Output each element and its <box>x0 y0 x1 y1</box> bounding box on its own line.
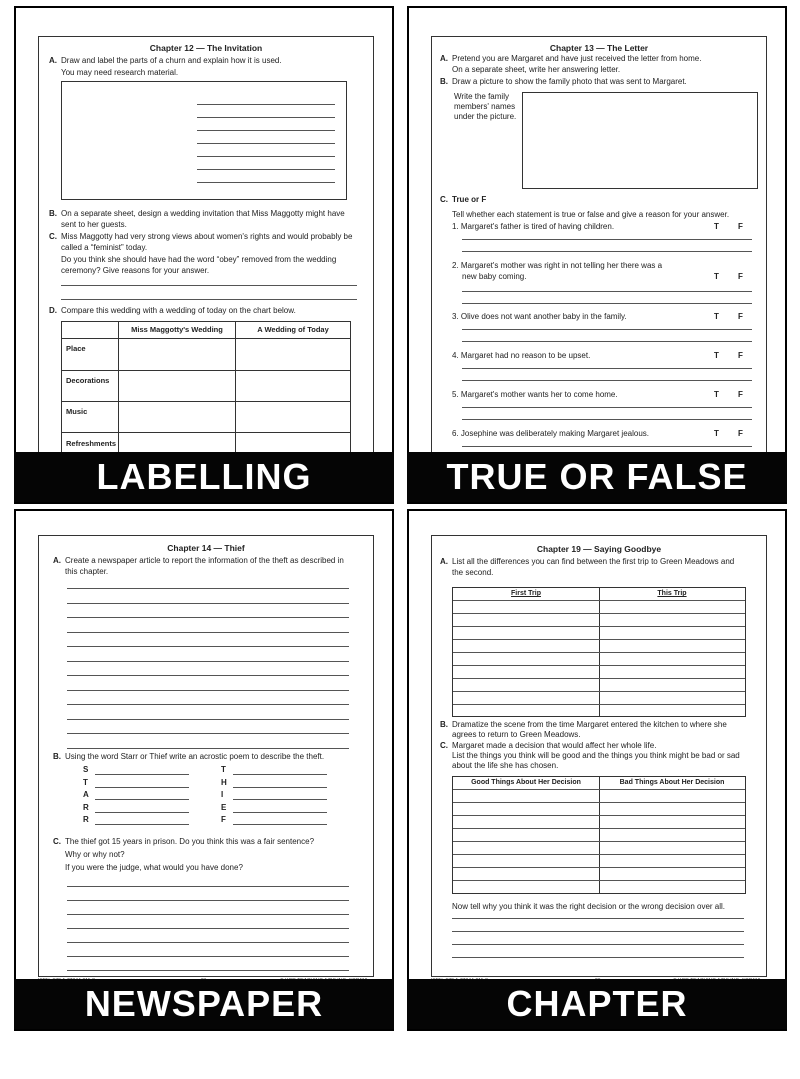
page-title: Chapter 14 — Thief <box>167 543 245 553</box>
section-heading: True or F <box>452 195 487 204</box>
answer-line <box>67 588 349 589</box>
answer-line <box>452 918 744 919</box>
question-letter: A. <box>440 557 448 566</box>
question-text: If you were the judge, what would you have done? <box>65 863 243 872</box>
answer-line <box>453 626 745 627</box>
answer-line <box>233 774 327 775</box>
statement-text: 2. Margaret's mother was right in not telling her there was a <box>452 261 663 270</box>
answer-line <box>233 787 327 788</box>
answer-line <box>453 828 745 829</box>
answer-line <box>67 900 349 901</box>
answer-line <box>453 789 745 790</box>
answer-line <box>233 812 327 813</box>
panel-labelling <box>14 6 394 502</box>
question-letter: C. <box>440 741 448 750</box>
answer-line <box>67 733 349 734</box>
worksheet-border <box>431 535 767 977</box>
answer-line <box>452 944 744 945</box>
statement-text: 3. Olive does not want another baby in the family. <box>452 312 627 321</box>
false-label: F <box>738 390 743 399</box>
true-label: T <box>714 429 719 438</box>
answer-line <box>67 661 349 662</box>
acrostic-letter: R <box>83 802 89 812</box>
question-text: List all the differences you can find between the first trip to Green Meadows and <box>452 557 735 566</box>
acrostic-letter: S <box>83 765 89 774</box>
question-text: agrees to return to Green Meadows. <box>452 730 581 739</box>
question-text: members' names <box>454 102 516 111</box>
question-text: Create a newspaper article to report the information of the theft as described in <box>65 556 344 565</box>
table-header: Miss Maggotty's Wedding <box>131 325 223 334</box>
question-text: called a “feminist” today. <box>61 243 148 252</box>
worksheet-page <box>407 509 787 1031</box>
question-text: under the picture. <box>454 112 517 121</box>
question-letter: A. <box>49 56 57 65</box>
question-text: On a separate sheet, design a wedding invitation that Miss Maggotty might have <box>61 209 345 218</box>
answer-line <box>452 931 744 932</box>
question-letter: B. <box>53 752 61 761</box>
worksheet-border <box>38 535 374 977</box>
answer-line <box>67 632 349 633</box>
panel-banner: NEWSPAPER ARTICLE <box>14 979 394 1029</box>
true-label: T <box>714 272 719 281</box>
table-header: A Wedding of Today <box>257 325 329 334</box>
answer-line <box>453 704 745 705</box>
table-header: This Trip <box>657 590 687 597</box>
acrostic-letter: R <box>83 815 89 824</box>
answer-line <box>67 690 349 691</box>
answer-line <box>453 600 745 601</box>
answer-line <box>67 675 349 676</box>
table-header: Good Things About Her Decision <box>471 779 581 786</box>
comparison-table <box>61 321 351 473</box>
acrostic-letter: I <box>221 790 224 799</box>
worksheet-page <box>14 509 394 1031</box>
answer-line <box>67 646 349 647</box>
question-letter: C. <box>53 837 61 846</box>
question-text: Now tell why you think it was the right decision or the wrong decision over all. <box>452 902 726 911</box>
false-label: F <box>738 222 743 231</box>
question-text: sent to her guests. <box>61 220 127 229</box>
question-text: Why or why not? <box>65 850 125 859</box>
false-label: F <box>738 351 743 360</box>
answer-line <box>462 329 752 330</box>
answer-line <box>453 665 745 666</box>
question-text: Dramatize the scene from the time Margaret entered the kitchen to where she <box>452 720 727 729</box>
question-text: Using the word Starr or Thief write an acrostic poem to describe the theft. <box>65 752 325 761</box>
panel-banner: TRUE OR FALSE <box>407 452 787 502</box>
answer-line <box>67 956 349 957</box>
answer-line <box>233 799 327 800</box>
drawing-box <box>522 92 758 189</box>
true-label: T <box>714 222 719 231</box>
question-text: Pretend you are Margaret and have just received the letter from home. <box>452 54 702 63</box>
panel-newspaper-article <box>14 509 394 1074</box>
answer-line <box>462 368 752 369</box>
answer-line <box>462 239 752 240</box>
question-text: this chapter. <box>65 567 109 576</box>
question-text: You may need research material. <box>61 68 179 77</box>
acrostic-letter: T <box>83 777 88 787</box>
acrostic-letter: E <box>221 802 227 812</box>
statement-text: 1. Margaret's father is tired of having children. <box>452 222 615 231</box>
question-text: List the things you think will be good and the things you think might be bad or sad <box>452 751 740 760</box>
answer-line <box>67 603 349 604</box>
table-header: First Trip <box>511 590 541 597</box>
question-text: about the life she has chosen. <box>452 761 559 770</box>
answer-line <box>95 812 189 813</box>
statement-text: 4. Margaret had no reason to be upset. <box>452 351 591 360</box>
answer-line <box>67 704 349 705</box>
question-text: Do you think she should have had the word “obey” removed from the wedding <box>61 255 337 264</box>
answer-line <box>67 928 349 929</box>
true-label: T <box>714 351 719 360</box>
acrostic-letter: T <box>221 765 226 774</box>
answer-line <box>462 291 752 292</box>
question-text: ceremony? Give reasons for your answer. <box>61 266 210 275</box>
answer-line <box>67 942 349 943</box>
question-text: On a separate sheet, write her answering letter. <box>452 65 621 74</box>
row-label: Decorations <box>66 376 110 385</box>
question-text: Draw and label the parts of a churn and explain how it is used. <box>61 56 282 65</box>
statement-text: new baby coming. <box>462 272 527 281</box>
question-letter: B. <box>49 209 57 218</box>
page-title: Chapter 13 — The Letter <box>549 43 649 53</box>
answer-line <box>453 678 745 679</box>
answer-line <box>462 419 752 420</box>
answer-line <box>453 802 745 803</box>
question-letter: A. <box>440 54 448 63</box>
question-text: The thief got 15 years in prison. Do you think this was a fair sentence? <box>65 837 315 846</box>
differences-table <box>452 587 746 717</box>
answer-line <box>67 719 349 720</box>
worksheet-page <box>14 6 394 504</box>
answer-line <box>67 886 349 887</box>
answer-line <box>67 914 349 915</box>
answer-line <box>67 617 349 618</box>
answer-line <box>453 854 745 855</box>
answer-line <box>453 880 745 881</box>
panel-true-or-false <box>407 6 787 502</box>
answer-line <box>462 341 752 342</box>
panel-chapter-questions <box>407 509 787 1074</box>
worksheet-border <box>431 36 767 504</box>
decision-table <box>452 776 746 894</box>
acrostic-letter: H <box>221 777 227 787</box>
row-label: Music <box>66 407 88 416</box>
answer-line <box>453 691 745 692</box>
question-letter: C. <box>49 232 57 241</box>
answer-line <box>67 748 349 749</box>
answer-line <box>453 652 745 653</box>
false-label: F <box>738 272 743 281</box>
true-label: T <box>714 312 719 321</box>
answer-line <box>453 867 745 868</box>
question-letter: B. <box>440 77 448 86</box>
panel-banner: CHAPTER QUESTIONS <box>407 979 787 1029</box>
question-letter: B. <box>440 720 448 729</box>
answer-line <box>95 774 189 775</box>
statement-text: 5. Margaret's mother wants her to come home. <box>452 390 618 399</box>
question-text: the second. <box>452 568 494 577</box>
page-title: Chapter 19 — Saying Goodbye <box>536 544 662 554</box>
answer-line <box>453 613 745 614</box>
question-letter: C. <box>440 195 448 204</box>
acrostic-letter: F <box>221 815 226 824</box>
answer-line <box>95 824 189 825</box>
page-title: Chapter 12 — The Invitation <box>149 43 263 53</box>
false-label: F <box>738 312 743 321</box>
row-label: Place <box>66 344 86 353</box>
table-header: Bad Things About Her Decision <box>619 779 725 786</box>
row-label: Refreshments <box>66 439 117 448</box>
answer-line <box>67 970 349 971</box>
question-text: Margaret made a decision that would affect her whole life. <box>452 741 657 750</box>
answer-line <box>462 251 752 252</box>
acrostic-letter: A <box>83 790 89 799</box>
answer-line <box>452 957 744 958</box>
question-letter: A. <box>53 556 61 565</box>
question-text: Write the family <box>454 92 509 101</box>
answer-line <box>95 799 189 800</box>
answer-line <box>462 380 752 381</box>
question-text: Draw a picture to show the family photo that was sent to Margaret. <box>452 77 687 86</box>
true-label: T <box>714 390 719 399</box>
answer-line <box>233 824 327 825</box>
worksheet-page <box>407 6 787 504</box>
false-label: F <box>738 429 743 438</box>
worksheet-border <box>38 36 374 504</box>
question-text: Compare this wedding with a wedding of today on the chart below. <box>61 306 296 315</box>
answer-line <box>462 407 752 408</box>
answer-line <box>95 787 189 788</box>
question-text: Tell whether each statement is true or false and give a reason for your answer. <box>452 210 730 219</box>
statement-text: 6. Josephine was deliberately making Margaret jealous. <box>452 429 649 438</box>
question-text: Miss Maggotty had very strong views about women's rights and would probably be <box>61 232 353 241</box>
answer-line <box>453 815 745 816</box>
answer-line <box>462 303 752 304</box>
answer-line <box>462 446 752 447</box>
panel-banner: LABELLING <box>14 452 394 502</box>
question-letter: D. <box>49 306 57 315</box>
answer-line <box>453 639 745 640</box>
answer-line <box>453 841 745 842</box>
